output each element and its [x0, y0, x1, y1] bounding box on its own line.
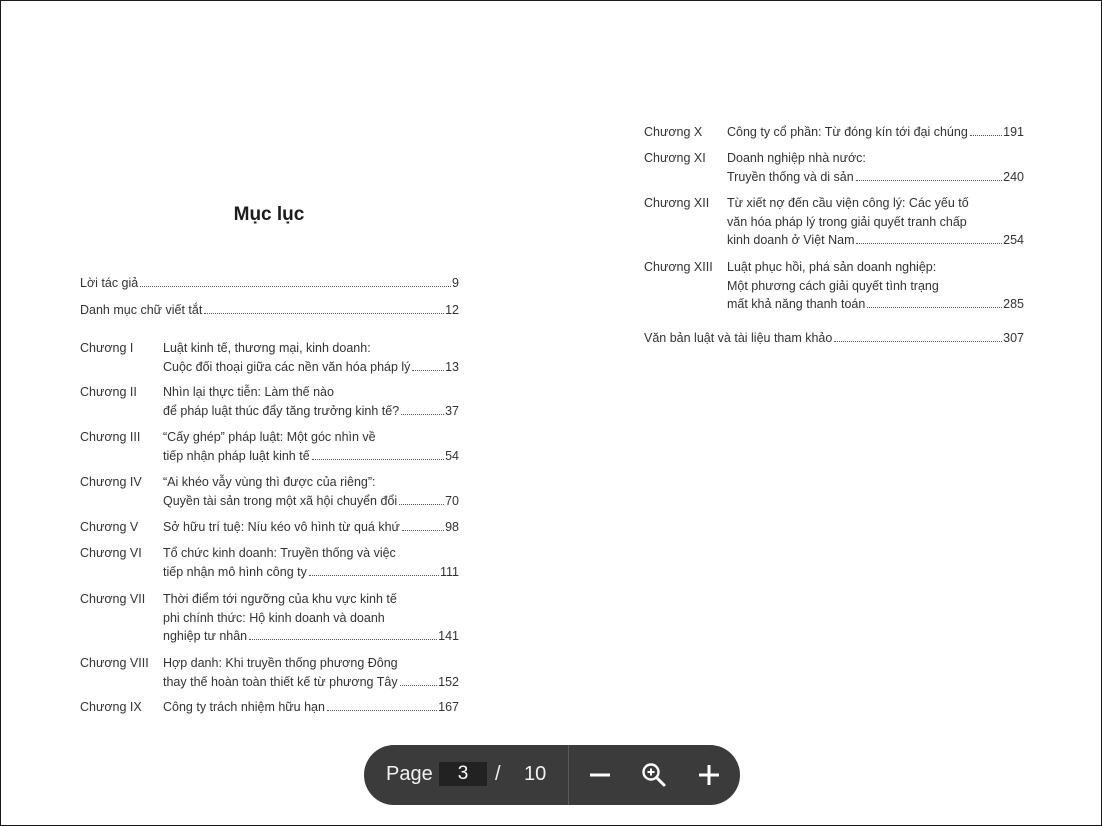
chapter-title: [727, 123, 1024, 142]
chapter-title-line: Hợp danh: Khi truyền thống phương Đông: [163, 656, 398, 670]
chapter-title-last-line: [727, 231, 1024, 250]
chapter-label: Chương II: [80, 385, 137, 399]
chapter-title-line: “Ai khéo vẫy vùng thì được của riêng”:: [163, 475, 376, 489]
chapter-title-line: Thời điểm tới ngưỡng của khu vực kinh tế: [163, 592, 397, 606]
chapter-title-last-line: [163, 673, 459, 692]
toc-page-number: 307: [1003, 331, 1024, 345]
chapter-title: [163, 518, 459, 537]
page-title: Mục lục: [233, 204, 305, 225]
chapter-title-last-line: [163, 492, 459, 511]
chapter-label: Chương VIII: [80, 656, 149, 670]
dot-leader: [312, 459, 444, 460]
dot-leader: [401, 414, 444, 415]
dot-leader: [834, 341, 1002, 342]
dot-leader: [970, 135, 1002, 136]
toc-page-number: 54: [445, 448, 459, 463]
dot-leader: [140, 286, 451, 287]
dot-leader: [867, 307, 1002, 308]
total-pages: 10: [524, 763, 547, 785]
chapter-title-last-line: [163, 358, 459, 377]
chapter-title-line: Nhìn lại thực tiễn: Làm thế nào: [163, 385, 334, 399]
page-label: Page: [386, 763, 433, 785]
toc-page-number: 167: [438, 700, 459, 714]
chapter-label: Chương IX: [80, 700, 142, 714]
dot-leader: [399, 504, 444, 505]
chapter-title-line: thay thế hoàn toàn thiết kế từ phương Tây: [163, 674, 398, 689]
zoom-in-button[interactable]: [694, 760, 724, 790]
toc-page-number: 9: [452, 276, 459, 290]
toc-entry-line: [80, 301, 459, 320]
page-toolbar: [364, 745, 740, 805]
dot-leader: [412, 370, 444, 371]
chapter-title-line: nghiệp tư nhân: [163, 629, 248, 643]
page-number-input[interactable]: [439, 762, 487, 786]
chapter-title-last-line: [727, 168, 1024, 187]
chapter-title-line: Luật kinh tế, thương mại, kinh doanh:: [163, 341, 371, 355]
chapter-title: [163, 473, 459, 510]
toc-entry-title: Văn bản luật và tài liệu tham khảo: [644, 331, 833, 345]
chapter-title-last-line: [163, 698, 459, 717]
toc-page-number: 37: [445, 403, 459, 418]
dot-leader: [400, 685, 438, 686]
chapter-label: Chương V: [80, 520, 139, 534]
toc-entry[interactable]: [644, 329, 1024, 348]
chapter-title: [727, 194, 1024, 250]
dot-leader: [856, 180, 1002, 181]
dot-leader: [204, 313, 444, 314]
toc-entry-title: Danh mục chữ viết tắt: [80, 303, 203, 317]
toc-entry-title: Lời tác giả: [80, 276, 139, 290]
chapter-title: [727, 258, 1024, 314]
chapter-label: Chương XIII: [644, 260, 713, 274]
chapter-title: [163, 590, 459, 646]
chapter-title-line: văn hóa pháp lý trong giải quyết tranh chấp: [727, 214, 967, 229]
toc-page-number: 13: [445, 359, 459, 374]
toc-page-number: 141: [438, 629, 459, 643]
chapter-label: Chương IV: [80, 475, 142, 489]
chapter-title-line: mất khả năng thanh toán: [727, 297, 866, 311]
toc-page-number: 70: [445, 493, 459, 508]
chapter-title-last-line: [163, 447, 459, 466]
zoom-magnifier-icon: [641, 762, 667, 788]
plus-icon: [698, 764, 720, 786]
dot-leader: [309, 575, 439, 576]
chapter-title-line: “Cấy ghép” pháp luật: Một góc nhìn về: [163, 430, 376, 444]
chapter-title-line: tiếp nhận pháp luật kinh tế: [163, 448, 310, 463]
minus-icon: [589, 764, 611, 786]
page-separator: /: [495, 763, 501, 785]
chapter-label: Chương XII: [644, 196, 710, 210]
chapter-title: [163, 383, 459, 420]
toc-page-number: 12: [445, 303, 459, 317]
chapter-title: [163, 698, 459, 717]
chapter-title-line: Một phương cách giải quyết tình trạng: [727, 278, 939, 293]
dot-leader: [249, 639, 437, 640]
zoom-out-button[interactable]: [585, 760, 615, 790]
chapter-title-line: Truyền thống và di sản: [727, 169, 854, 184]
chapter-title-line: Doanh nghiệp nhà nước:: [727, 151, 866, 165]
chapter-title-line: tiếp nhận mô hình công ty: [163, 564, 307, 579]
toc-page-number: 98: [445, 520, 459, 534]
toc-entry[interactable]: [80, 301, 459, 320]
chapter-title-last-line: [163, 627, 459, 646]
chapter-title-line: phi chính thức: Hộ kinh doanh và doanh: [163, 610, 385, 625]
toolbar-divider: [568, 745, 569, 805]
chapter-title-line: Từ xiết nợ đến cầu viện công lý: Các yếu tố: [727, 196, 969, 210]
chapter-title-line: Công ty cổ phần: Từ đóng kín tới đại chúng: [727, 125, 968, 139]
toc-page-number: 191: [1003, 125, 1024, 139]
chapter-title-line: Cuộc đối thoại giữa các nền văn hóa pháp lý: [163, 359, 411, 374]
toc-page-number: 240: [1003, 169, 1024, 184]
chapter-label: Chương X: [644, 125, 703, 139]
chapter-title-last-line: [727, 123, 1024, 142]
chapter-title: [163, 339, 459, 376]
chapter-title-line: kinh doanh ở Việt Nam: [727, 233, 855, 247]
chapter-label: Chương I: [80, 341, 134, 355]
dot-leader: [402, 530, 444, 531]
chapter-title-line: Sở hữu trí tuệ: Níu kéo vô hình từ quá khứ: [163, 520, 400, 534]
toc-page-number: 285: [1003, 297, 1024, 311]
chapter-title: [727, 149, 1024, 186]
chapter-title-line: để pháp luật thúc đẩy tăng trưởng kinh tế?: [163, 403, 400, 418]
dot-leader: [327, 710, 437, 711]
chapter-label: Chương III: [80, 430, 141, 444]
chapter-title-line: Công ty trách nhiệm hữu hạn: [163, 700, 325, 714]
chapter-label: Chương XI: [644, 151, 706, 165]
toc-entry[interactable]: [80, 274, 459, 293]
chapter-title: [163, 428, 459, 465]
chapter-title-line: Quyền tài sản trong một xã hội chuyển đổi: [163, 493, 398, 508]
chapter-title-last-line: [163, 563, 459, 582]
toc-page-number: 152: [438, 674, 459, 689]
chapter-title: [163, 544, 459, 581]
toc-entry-line: [644, 329, 1024, 348]
chapter-label: Chương VII: [80, 592, 146, 606]
chapter-title-last-line: [727, 295, 1024, 314]
toc-entry-line: [80, 274, 459, 293]
zoom-fit-button[interactable]: [639, 760, 669, 790]
chapter-title-line: Tổ chức kinh doanh: Truyền thống và việc: [163, 546, 396, 560]
chapter-title: [163, 654, 459, 691]
chapter-label: Chương VI: [80, 546, 142, 560]
chapter-title-last-line: [163, 518, 459, 537]
chapter-title-last-line: [163, 402, 459, 421]
toc-page-number: 111: [439, 564, 459, 579]
chapter-title-line: Luật phục hồi, phá sản doanh nghiệp:: [727, 260, 937, 274]
dot-leader: [856, 243, 1002, 244]
toc-page-number: 254: [1003, 233, 1024, 247]
